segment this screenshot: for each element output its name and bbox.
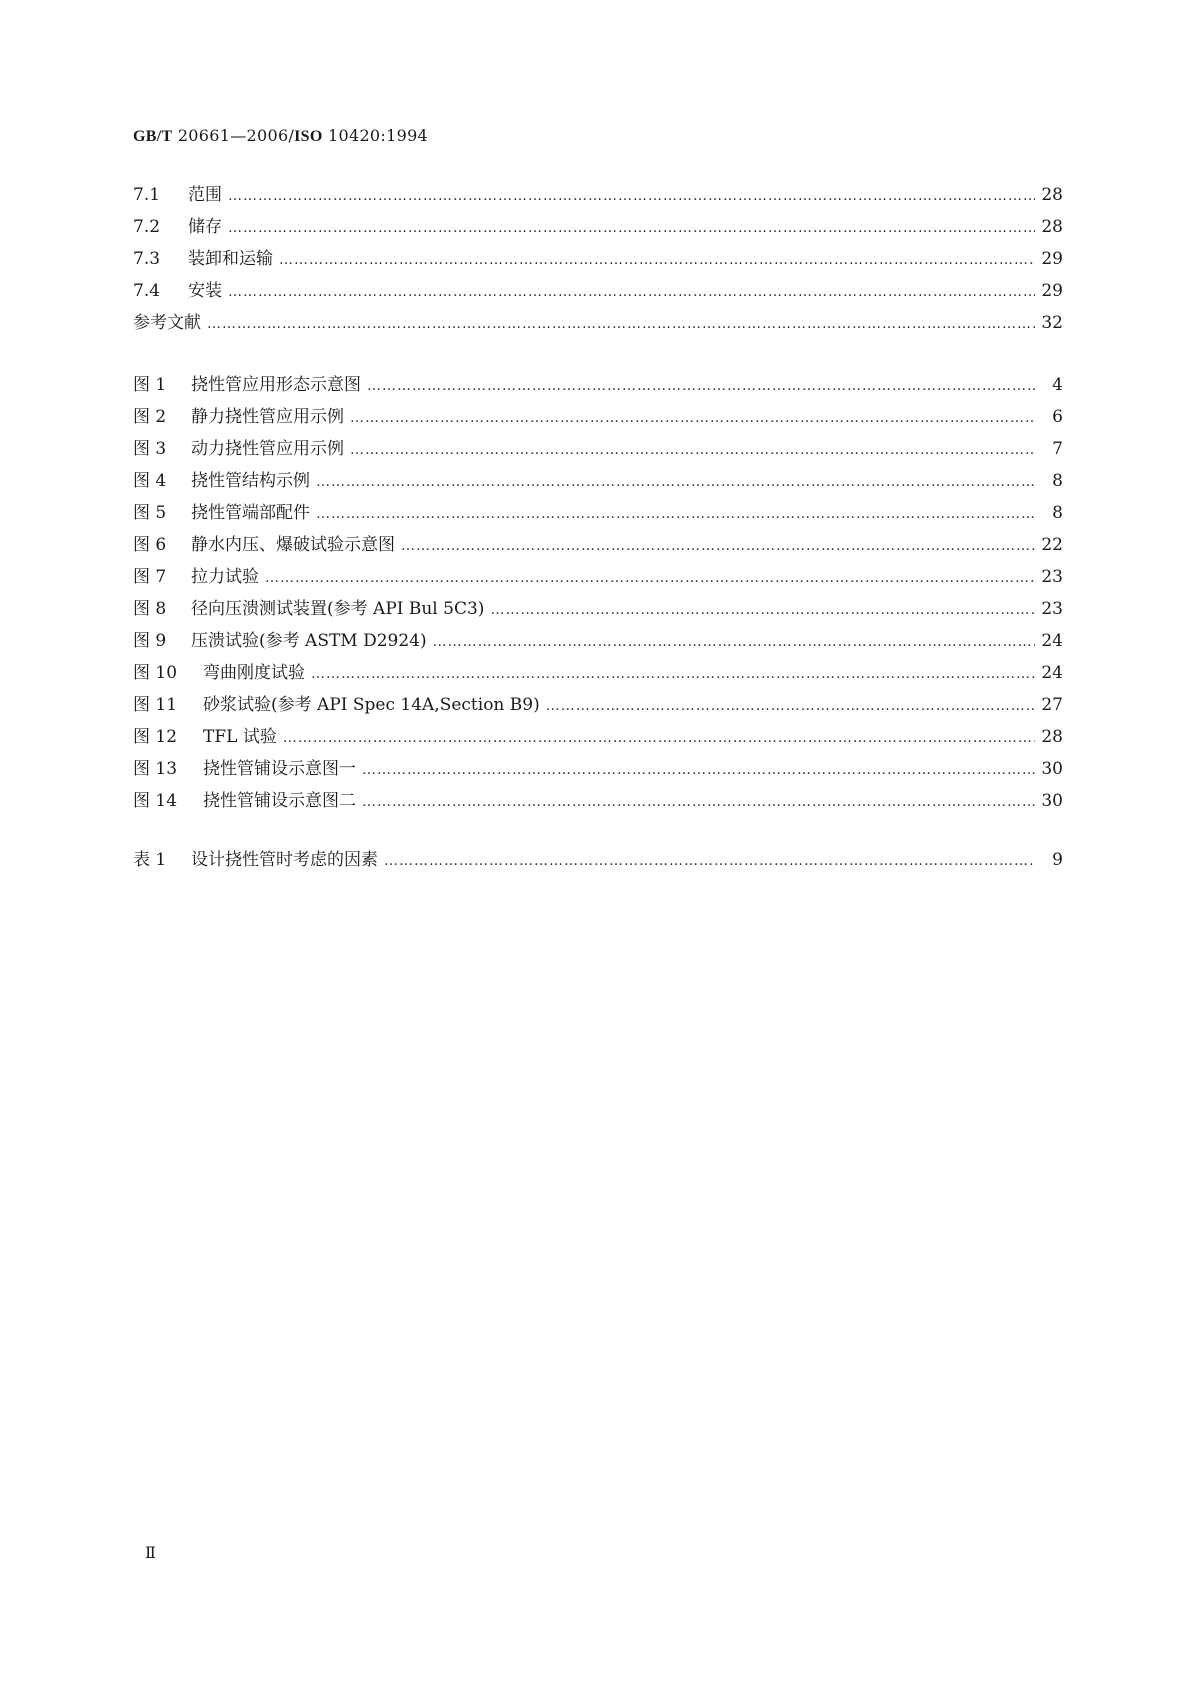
- entry-title: 径向压溃测试装置(参考 API Bul 5C3): [191, 599, 485, 619]
- entry-page: 24: [1041, 631, 1063, 651]
- figure-entry[interactable]: [133, 530, 1063, 562]
- entry-title: 储存: [188, 217, 222, 237]
- figure-entry[interactable]: [133, 402, 1063, 434]
- figure-entry[interactable]: [133, 786, 1063, 818]
- entry-page: 32: [1041, 313, 1063, 333]
- leader-dots: [433, 634, 1035, 650]
- entry-page: 4: [1052, 375, 1063, 395]
- leader-dots: [546, 698, 1035, 714]
- entry-page: 28: [1041, 185, 1063, 205]
- toc-entry[interactable]: [133, 180, 1063, 212]
- leader-dots: [228, 284, 1035, 300]
- entry-page: 29: [1041, 249, 1063, 269]
- figure-entry[interactable]: [133, 626, 1063, 658]
- entry-title: 装卸和运输: [188, 249, 273, 269]
- entry-title: 砂浆试验(参考 API Spec 14A,Section B9): [203, 695, 540, 715]
- toc-entry[interactable]: [133, 212, 1063, 244]
- entry-title: 静力挠性管应用示例: [191, 407, 344, 427]
- entry-page: 30: [1041, 759, 1063, 779]
- figure-entry[interactable]: [133, 370, 1063, 402]
- figure-entry[interactable]: [133, 466, 1063, 498]
- entry-title: 参考文献: [133, 313, 201, 333]
- leader-dots: [228, 188, 1035, 204]
- entry-number: 图 2: [133, 407, 167, 427]
- entry-number: 7.3: [133, 249, 161, 269]
- figure-entry[interactable]: [133, 722, 1063, 754]
- entry-page: 6: [1052, 407, 1063, 427]
- entry-title: 挠性管应用形态示意图: [191, 375, 361, 395]
- entry-title: 动力挠性管应用示例: [191, 439, 344, 459]
- entry-number: 图 11: [133, 695, 178, 715]
- leader-dots: [350, 442, 1035, 458]
- entry-page: 28: [1041, 217, 1063, 237]
- figure-entry[interactable]: [133, 594, 1063, 626]
- entry-page: 29: [1041, 281, 1063, 301]
- entry-page: 7: [1052, 439, 1063, 459]
- entry-page: 23: [1041, 599, 1063, 619]
- entry-title: 静水内压、爆破试验示意图: [191, 535, 395, 555]
- entry-number: 图 3: [133, 439, 167, 459]
- entry-number: 7.4: [133, 281, 161, 301]
- entry-page: 8: [1052, 471, 1063, 491]
- entry-number: 7.1: [133, 185, 161, 205]
- entry-title: 挠性管铺设示意图一: [203, 759, 356, 779]
- table-entry[interactable]: [133, 845, 1063, 877]
- figure-entry[interactable]: [133, 562, 1063, 594]
- toc-entry-references[interactable]: [133, 308, 1063, 340]
- figure-entry[interactable]: [133, 434, 1063, 466]
- toc-figures: [133, 370, 1063, 818]
- entry-page: 9: [1052, 850, 1063, 870]
- toc-entry[interactable]: [133, 276, 1063, 308]
- toc-tables: [133, 845, 1063, 877]
- leader-dots: [367, 378, 1035, 394]
- figure-entry[interactable]: [133, 754, 1063, 786]
- entry-title: 挠性管端部配件: [191, 503, 310, 523]
- entry-number: 图 10: [133, 663, 178, 683]
- entry-number: 图 8: [133, 599, 167, 619]
- entry-title: TFL 试验: [203, 727, 277, 747]
- leader-dots: [316, 474, 1035, 490]
- leader-dots: [207, 316, 1035, 332]
- entry-number: 表 1: [133, 850, 167, 870]
- entry-page: 28: [1041, 727, 1063, 747]
- entry-page: 23: [1041, 567, 1063, 587]
- entry-title: 挠性管结构示例: [191, 471, 310, 491]
- entry-page: 24: [1041, 663, 1063, 683]
- entry-page: 30: [1041, 791, 1063, 811]
- entry-number: 图 12: [133, 727, 178, 747]
- document-header: [133, 126, 428, 146]
- entry-title: 弯曲刚度试验: [203, 663, 305, 683]
- leader-dots: [490, 602, 1035, 618]
- entry-number: 图 14: [133, 791, 178, 811]
- entry-number: 图 1: [133, 375, 167, 395]
- std-number: 20661—2006/: [177, 126, 295, 145]
- toc-entry[interactable]: [133, 244, 1063, 276]
- toc-sections: [133, 180, 1063, 340]
- entry-page: 8: [1052, 503, 1063, 523]
- std-prefix: GB/T: [133, 128, 173, 145]
- entry-number: 图 7: [133, 567, 167, 587]
- figure-entry[interactable]: [133, 690, 1063, 722]
- entry-title: 拉力试验: [191, 567, 259, 587]
- leader-dots: [401, 538, 1035, 554]
- entry-title: 挠性管铺设示意图二: [203, 791, 356, 811]
- figure-entry[interactable]: [133, 498, 1063, 530]
- entry-title: 范围: [188, 185, 222, 205]
- entry-number: 图 5: [133, 503, 167, 523]
- entry-number: 图 9: [133, 631, 167, 651]
- iso-number: 10420:1994: [328, 126, 429, 145]
- leader-dots: [283, 730, 1035, 746]
- entry-title: 安装: [188, 281, 222, 301]
- entry-title: 压溃试验(参考 ASTM D2924): [191, 631, 427, 651]
- page-number: Ⅱ: [145, 1543, 156, 1562]
- leader-dots: [228, 220, 1035, 236]
- figure-entry[interactable]: [133, 658, 1063, 690]
- leader-dots: [316, 506, 1035, 522]
- leader-dots: [384, 853, 1035, 869]
- leader-dots: [265, 570, 1035, 586]
- entry-title: 设计挠性管时考虑的因素: [191, 850, 378, 870]
- leader-dots: [362, 762, 1035, 778]
- entry-page: 27: [1041, 695, 1063, 715]
- entry-page: 22: [1041, 535, 1063, 555]
- entry-number: 图 4: [133, 471, 167, 491]
- entry-number: 图 13: [133, 759, 178, 779]
- entry-number: 图 6: [133, 535, 167, 555]
- leader-dots: [350, 410, 1035, 426]
- iso-prefix: ISO: [294, 128, 323, 145]
- entry-number: 7.2: [133, 217, 161, 237]
- leader-dots: [362, 794, 1035, 810]
- leader-dots: [311, 666, 1035, 682]
- leader-dots: [279, 252, 1035, 268]
